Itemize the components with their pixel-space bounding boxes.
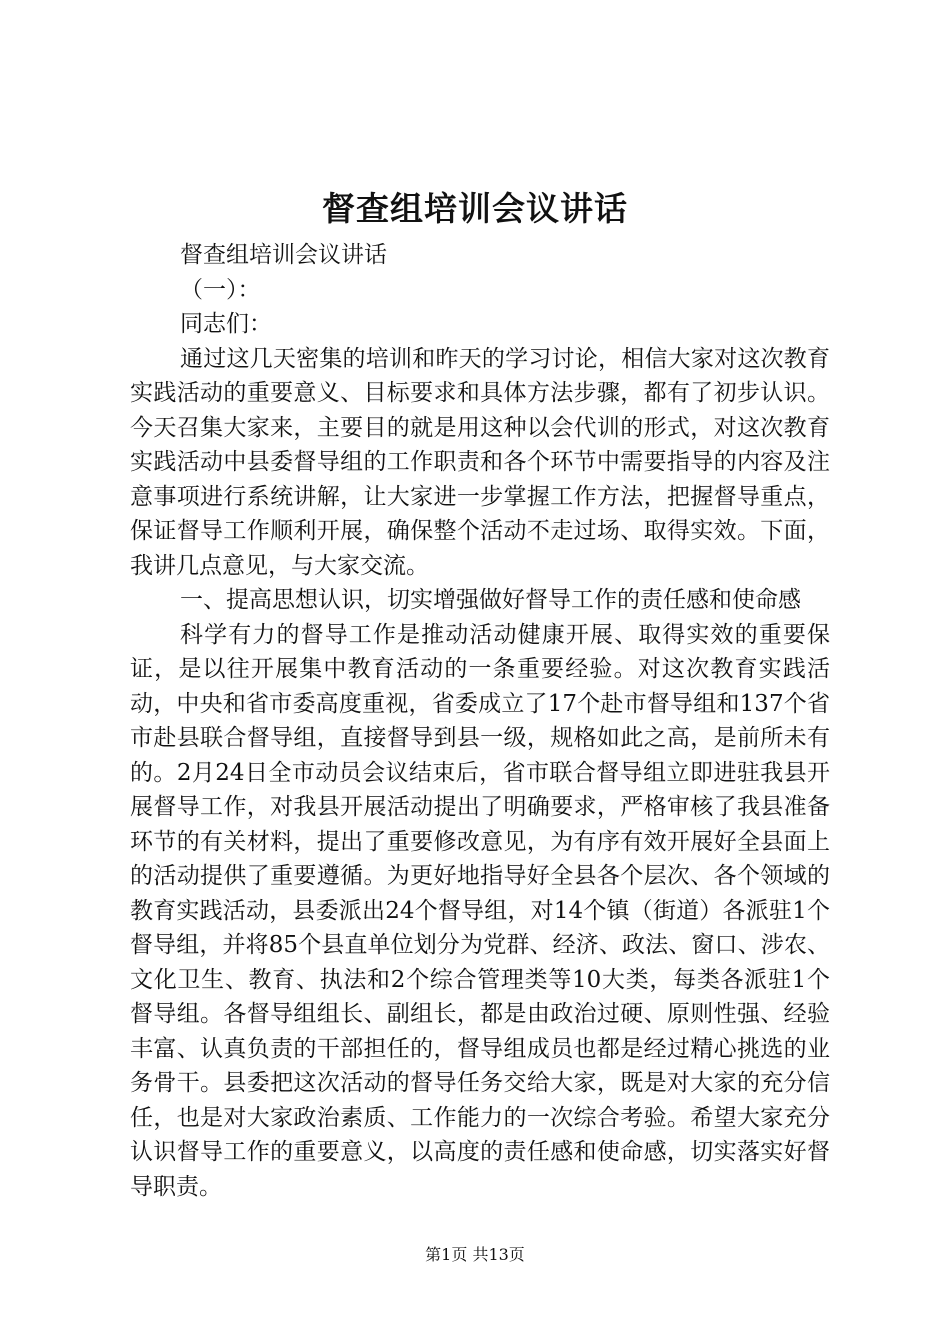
paragraph-section-marker: （一）： [180,276,261,303]
document-body [130,238,830,1204]
page-footer: 第1页 共13页 [425,1245,525,1264]
paragraph-intro: 通过这几天密集的培训和昨天的学习讨论，相信大家对这次教育实践活动的重要意义、目标要求和具体方法步骤，都有了初步认识。今天召集大家来，主要目的就是用这种以会代训的形式，对这次教育实践活动中县委督导组的工作职责和各个环节中需要指导的内容及注意事项进行系统讲解，让大家进一步掌握工作方法，把握督导重点，保证督导工作顺利开展，确保整个活动不走过场、取得实效。下面，我讲几点意见，与大家交流。 [130,345,830,579]
document-title: 督查组培训会议讲话 [322,189,628,228]
paragraph-salutation: 同志们： [180,311,272,337]
paragraph-subtitle: 督查组培训会议讲话 [180,242,387,268]
paragraph-body-one: 科学有力的督导工作是推动活动健康开展、取得实效的重要保证，是以往开展集中教育活动的一条重要经验。对这次教育实践活动，中央和省市委高度重视，省委成立了17个赴市督导组和137个省市赴县联合督导组，直接督导到县一级，规格如此之高，是前所未有的。2月24日全市动员会议结束后，省市联合督导组立即进驻我县开展督导工作，对我县开展活动提出了明确要求，严格审核了我县准备环节的有关材料，提出了重要修改意见，为有序有效开展好全县面上的活动提供了重要遵循。为更好地指导好全县各个层次、各个领域的教育实践活动，县委派出24个督导组，对14个镇（街道）各派驻1个督导组，并将85个县直单位划分为党群、经济、政法、窗口、涉农、文化卫生、教育、执法和2个综合管理类等10大类，每类各派驻1个督导组。各督导组组长、副组长，都是由政治过硬、原则性强、经验丰富、认真负责的干部担任的，督导组成员也都是经过精心挑选的业务骨干。县委把这次活动的督导任务交给大家，既是对大家的充分信任，也是对大家政治素质、工作能力的一次综合考验。希望大家充分认识督导工作的重要意义，以高度的责任感和使命感，切实落实好督导职责。 [130,621,830,1200]
paragraph-heading-one: 一、提高思想认识，切实增强做好督导工作的责任感和使命感 [180,587,801,613]
